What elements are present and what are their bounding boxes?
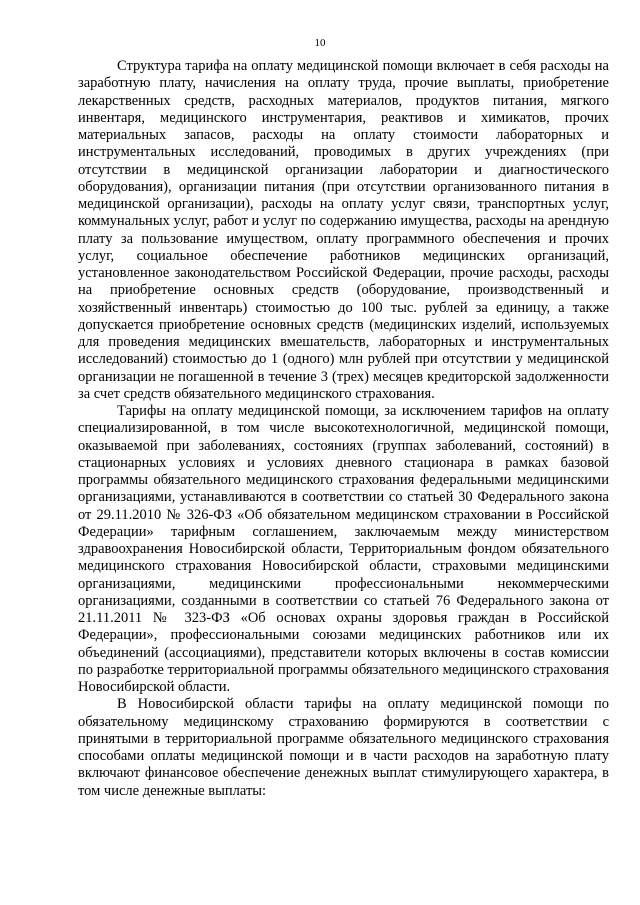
paragraph-tariff-establishment: Тарифы на оплату медицинской помощи, за исключением тарифов на оплату специализированной, в том числе высокотехнологичной, медицинской помощи, оказываемой при заболеваниях, состояниях (группах заболеваний, состояний) в стационарных условиях и условиях дневного стационара в рамках базовой программы обязательного медицинского страхования федеральными медицинскими организациями, устанавливаются в соответствии со статьей 30 Федерального закона от 29.11.2010 № 326-ФЗ «Об обязательном медицинском страховании в Российской Федерации» тарифным соглашением, заключаемым между министерством здравоохранения Новосибирской области, Территориальным фондом обязательного медицинского страхования Новосибирской области, страховыми медицинскими организациями, медицинскими профессиональными некоммерческими организациями, созданными в соответствии со статьей 76 Федерального закона от 21.11.2011 № 323-ФЗ «Об основах охраны здоровья граждан в Российской Федерации», профессиональными союзами медицинских работников или их объединений (ассоциациями), представители которых включены в состав комиссии по разработке территориальной программы обязательного медицинского страхования Новосибирской области. (78, 403, 609, 695)
paragraph-novosibirsk-tariffs: В Новосибирской области тарифы на оплату медицинской помощи по обязательному медицинскому страхованию формируются в соответствии с принятыми в территориальной программе обязательного медицинского страхования способами оплаты медицинской помощи и в части расходов на заработную плату включают финансовое обеспечение денежных выплат стимулирующего характера, в том числе денежные выплаты: (78, 696, 609, 799)
document-body (78, 58, 609, 800)
paragraph-tariff-structure: Структура тарифа на оплату медицинской помощи включает в себя расходы на заработную плату, начисления на оплату труда, прочие выплаты, приобретение лекарственных средств, расходных материалов, продуктов питания, мягкого инвентаря, медицинского инструментария, реактивов и химикатов, прочих материальных запасов, расходы на оплату стоимости лабораторных и инструментальных исследований, проводимых в других учреждениях (при отсутствии в медицинской организации лаборатории и диагностического оборудования), организации питания (при отсутствии организованного питания в медицинской организации), расходы на оплату услуг связи, транспортных услуг, коммунальных услуг, работ и услуг по содержанию имущества, расходы на арендную плату за пользование имуществом, оплату программного обеспечения и прочих услуг, социальное обеспечение работников медицинских организаций, установленное законодательством Российской Федерации, прочие расходы, расходы на приобретение основных средств (оборудование, производственный и хозяйственный инвентарь) стоимостью до 100 тыс. рублей за единицу, а также допускается приобретение основных средств (медицинских изделий, используемых для проведения медицинских вмешательств, лабораторных и инструментальных исследований) стоимостью до 1 (одного) млн рублей при отсутствии у медицинской организации не погашенной в течение 3 (трех) месяцев кредиторской задолженности за счет средств обязательного медицинского страхования. (78, 58, 609, 402)
page-number: 10 (314, 37, 326, 49)
